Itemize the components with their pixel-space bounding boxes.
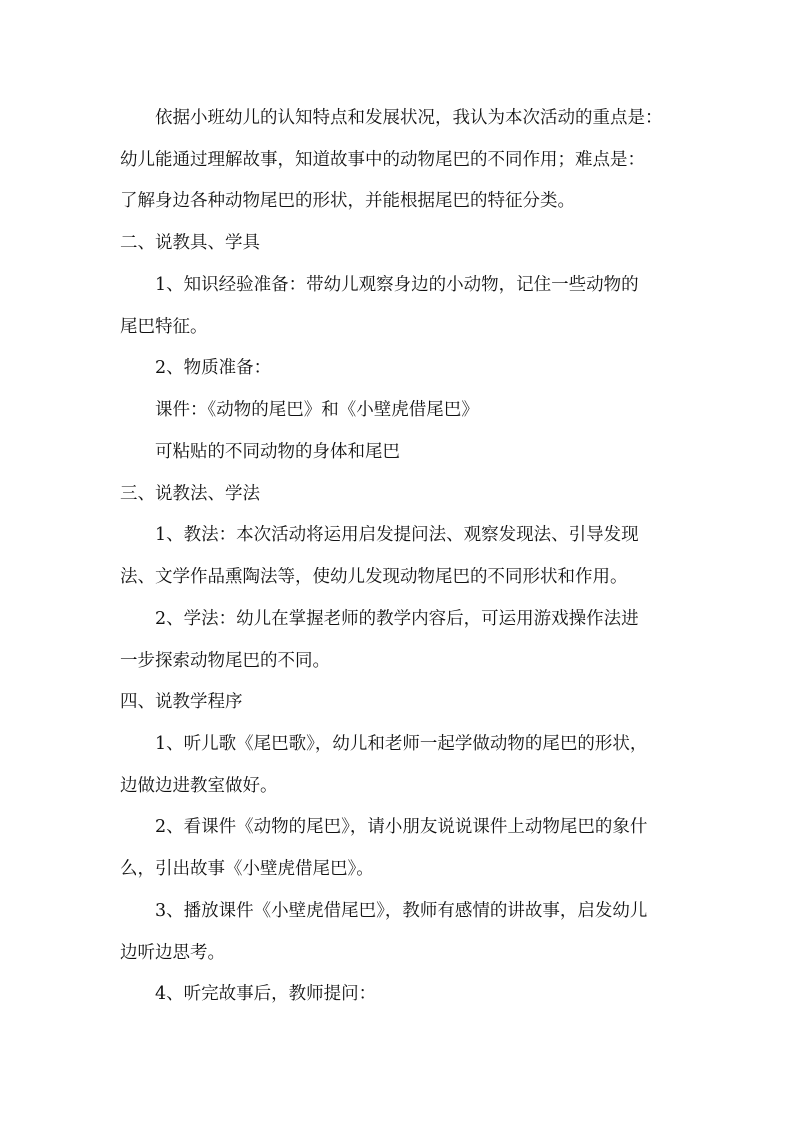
paragraph-line: 2、学法：幼儿在掌握老师的教学内容后，可运用游戏操作法进	[155, 609, 639, 629]
paragraph-line: 一步探索动物尾巴的不同。	[120, 651, 330, 671]
paragraph-line: 么，引出故事《小壁虎借尾巴》。	[120, 859, 374, 879]
paragraph-line: 法、文学作品熏陶法等，使幼儿发现动物尾巴的不同形状和作用。	[120, 567, 628, 587]
paragraph-line: 1、知识经验准备：带幼儿观察身边的小动物，记住一些动物的	[155, 275, 639, 295]
paragraph-line: 3、播放课件《小壁虎借尾巴》，教师有感情的讲故事，启发幼儿	[155, 901, 648, 921]
section-heading: 四、说教学程序	[120, 692, 243, 712]
paragraph-line: 边听边思考。	[120, 943, 225, 963]
section-heading: 二、说教具、学具	[120, 233, 260, 253]
paragraph-line: 1、教法：本次活动将运用启发提问法、观察发现法、引导发现	[155, 525, 639, 545]
paragraph-line: 可粘贴的不同动物的身体和尾巴	[155, 442, 400, 462]
paragraph-line: 尾巴特征。	[120, 317, 208, 337]
paragraph-line: 2、看课件《动物的尾巴》，请小朋友说说课件上动物尾巴的象什	[155, 817, 648, 837]
section-heading: 三、说教法、学法	[120, 484, 260, 504]
paragraph-line: 依据小班幼儿的认知特点和发展状况，我认为本次活动的重点是：	[155, 108, 663, 128]
paragraph-line: 2、物质准备：	[155, 358, 272, 378]
paragraph-line: 边做边进教室做好。	[120, 776, 278, 796]
paragraph-line: 1、听儿歌《尾巴歌》，幼儿和老师一起学做动物的尾巴的形状，	[155, 734, 648, 754]
paragraph-line: 4、听完故事后，教师提问：	[155, 984, 377, 1004]
paragraph-line: 课件：《动物的尾巴》和《小壁虎借尾巴》	[155, 400, 479, 420]
paragraph-line: 幼儿能通过理解故事，知道故事中的动物尾巴的不同作用；难点是：	[120, 150, 645, 170]
paragraph-line: 了解身边各种动物尾巴的形状，并能根据尾巴的特征分类。	[120, 191, 575, 211]
